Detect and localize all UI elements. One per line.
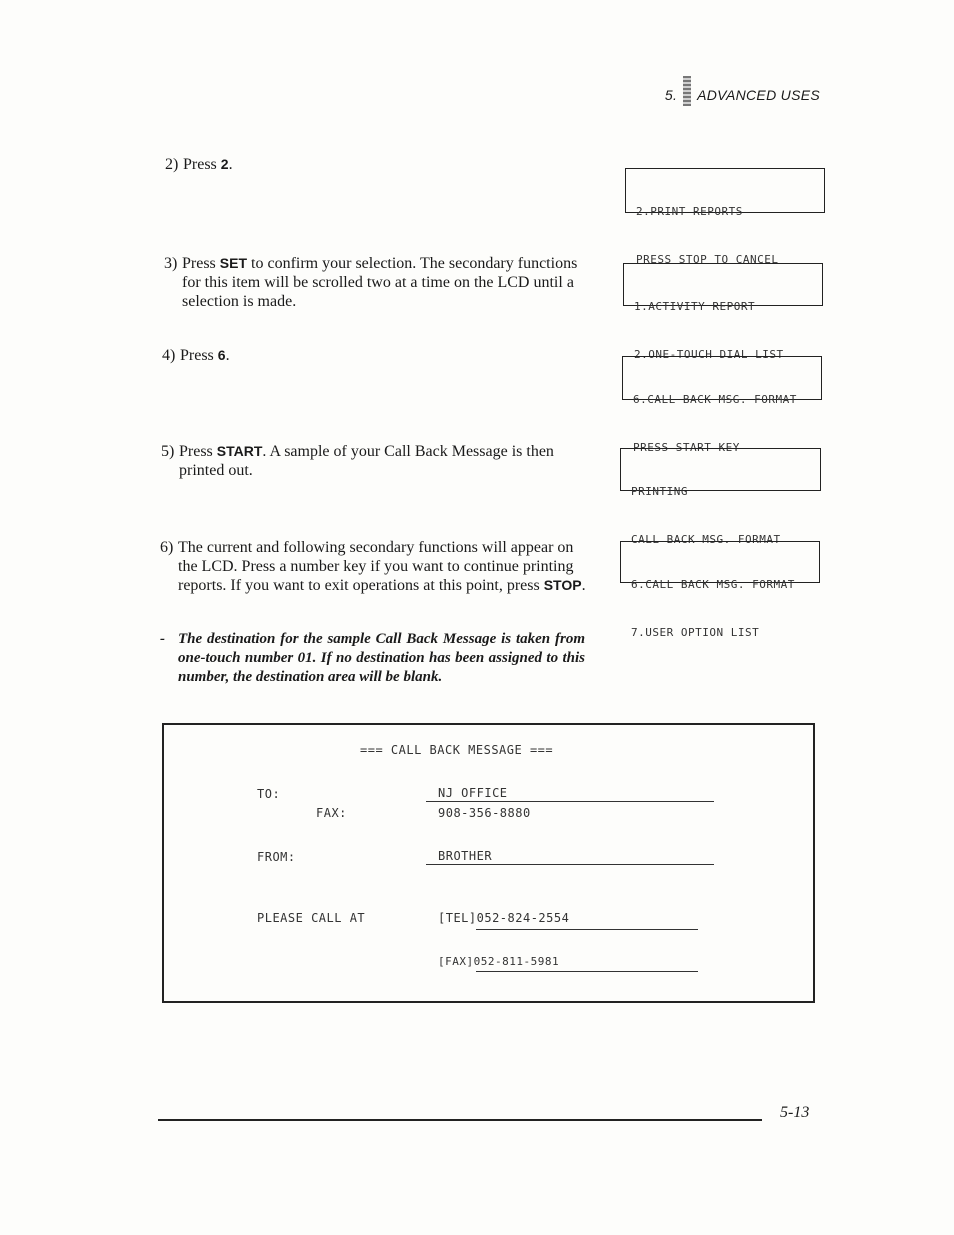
chapter-title: ADVANCED USES xyxy=(697,87,820,103)
lcd-display-call-back-format xyxy=(622,356,822,454)
step-number: 3) xyxy=(164,255,178,272)
section-header xyxy=(600,76,820,112)
chapter-number: 5. xyxy=(664,87,678,103)
lcd-line-1: 6.CALL BACK MSG. FORMAT xyxy=(631,578,795,591)
report-title: === CALL BACK MESSAGE === xyxy=(360,743,554,757)
to-label: TO: xyxy=(257,787,281,801)
key-label: SET xyxy=(219,255,248,271)
tel-value: [TEL]052-824-2554 xyxy=(438,911,570,925)
key-label: STOP xyxy=(543,577,582,593)
lcd-line-2: 7.USER OPTION LIST xyxy=(631,626,760,639)
step-text: The current and following secondary functions will appear on the LCD. Press a number key if you want to continue printing reports. If you want to exit operations at this point, press STOP. xyxy=(178,539,586,594)
step-3 xyxy=(164,254,589,314)
lcd-display-activity-report xyxy=(623,263,823,361)
step-number: 5) xyxy=(161,443,175,460)
step-5 xyxy=(161,442,586,482)
step-4 xyxy=(162,346,582,368)
lcd-display-print-reports xyxy=(625,168,825,266)
destination-note xyxy=(160,630,585,710)
to-value: NJ OFFICE xyxy=(438,786,508,800)
please-call-label: PLEASE CALL AT xyxy=(257,911,366,925)
from-value: BROTHER xyxy=(438,849,493,863)
lcd-display-printing xyxy=(620,448,821,546)
from-underline xyxy=(426,864,714,865)
lcd-display-user-option xyxy=(620,541,820,639)
step-number: 6) xyxy=(160,539,174,556)
lcd-line-1: 2.PRINT REPORTS xyxy=(636,205,743,218)
footer-rule xyxy=(158,1119,762,1121)
step-text: Press 2. xyxy=(183,156,233,173)
step-2 xyxy=(165,155,585,177)
fax2-value: [FAX]052-811-5981 xyxy=(438,955,560,968)
note-dash: - xyxy=(160,631,165,647)
step-text: Press START. A sample of your Call Back Message is then printed out. xyxy=(179,443,554,479)
key-label: 6 xyxy=(217,347,226,363)
chapter-tab-marker xyxy=(683,76,691,106)
key-label: START xyxy=(216,443,263,459)
step-number: 4) xyxy=(162,347,176,364)
step-text: Press 6. xyxy=(180,347,230,364)
note-text: The destination for the sample Call Back Message is taken from one-touch number 01. If no destination has been assigned to this number, the destination area will be blank. xyxy=(178,631,585,685)
lcd-line-1: PRINTING xyxy=(631,485,688,498)
from-label: FROM: xyxy=(257,850,296,864)
step-number: 2) xyxy=(165,156,179,173)
lcd-line-2: PRESS STOP TO CANCEL xyxy=(636,253,779,266)
fax-label: FAX: xyxy=(316,806,347,820)
lcd-line-2: 2.ONE-TOUCH DIAL LIST xyxy=(634,348,784,361)
page-number: 5-13 xyxy=(780,1104,810,1121)
lcd-line-2: PRESS START KEY xyxy=(633,441,740,454)
fax-value: 908-356-8880 xyxy=(438,806,531,820)
to-underline xyxy=(426,801,714,802)
lcd-line-2: CALL BACK MSG. FORMAT xyxy=(631,533,781,546)
key-label: 2 xyxy=(220,156,229,172)
step-6 xyxy=(160,538,586,618)
lcd-line-1: 6.CALL BACK MSG. FORMAT xyxy=(633,393,797,406)
call-back-message-sample xyxy=(162,723,815,1003)
fax2-underline xyxy=(476,971,698,972)
step-text: Press SET to confirm your selection. The secondary functions for this item will be scrolled two at a time on the LCD until a selection is made. xyxy=(182,255,578,310)
lcd-line-1: 1.ACTIVITY REPORT xyxy=(634,300,756,313)
tel-underline xyxy=(476,929,698,930)
